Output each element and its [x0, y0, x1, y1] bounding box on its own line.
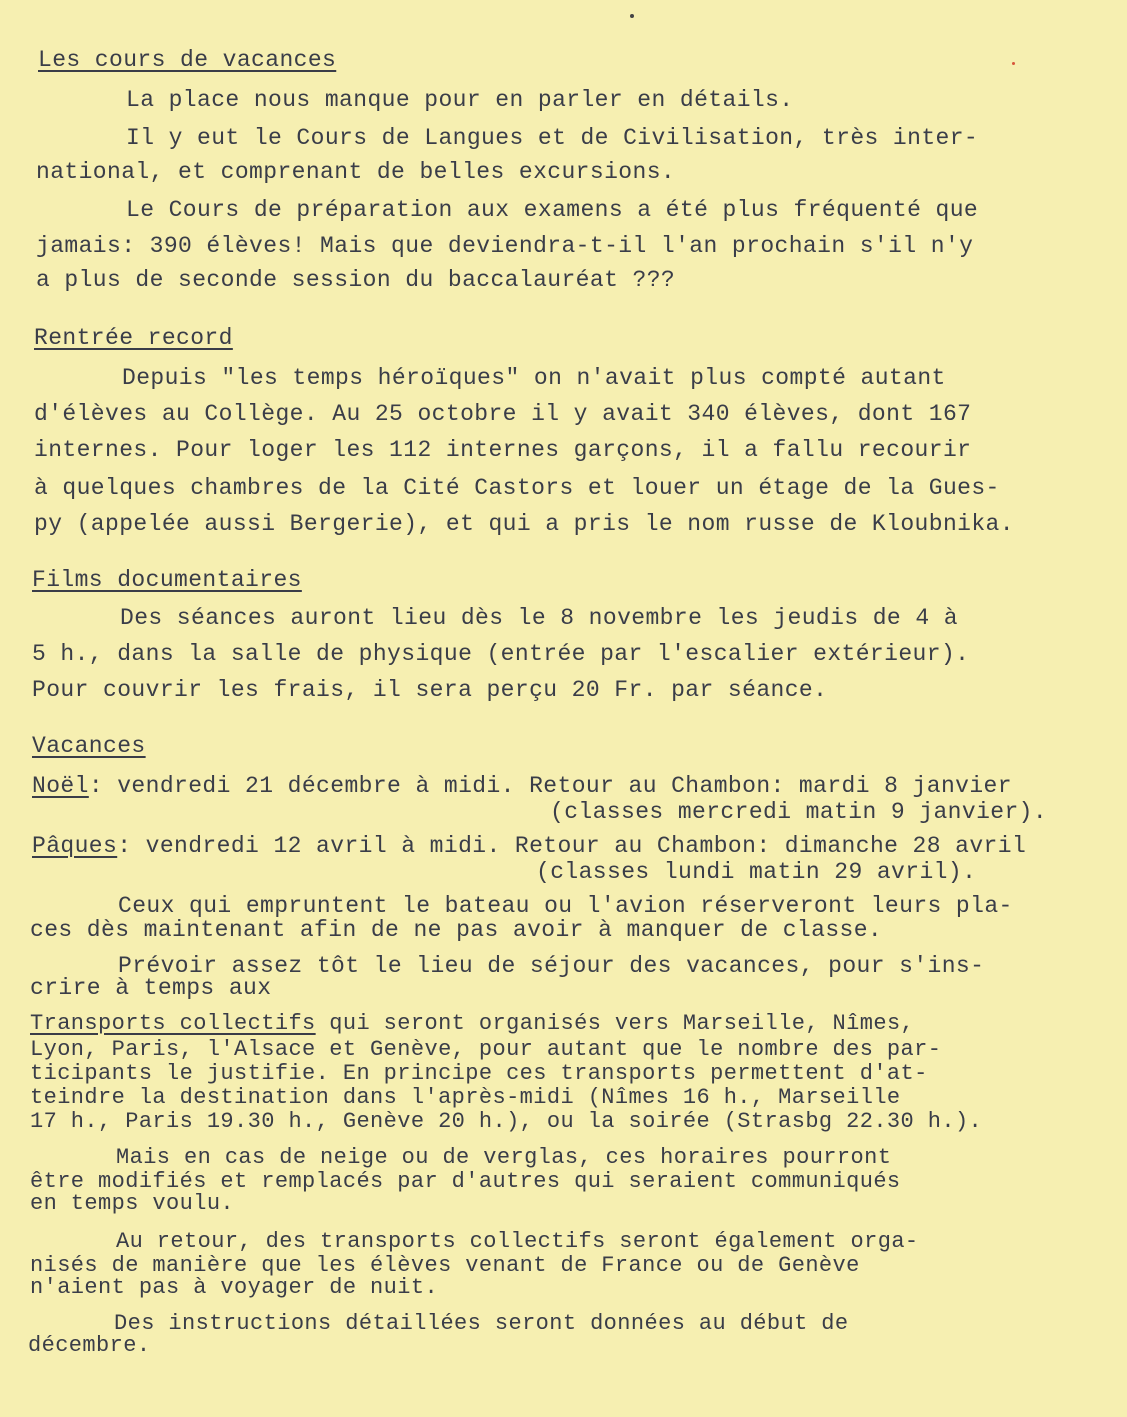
heading-cours-de-vacances: Les cours de vacances [38, 47, 337, 73]
paragraph-line: Prévoir assez tôt le lieu de séjour des vacances, pour s'ins- [118, 953, 985, 979]
paragraph-line: Ceux qui empruntent le bateau ou l'avion réserveront leurs pla- [118, 893, 1013, 919]
paques-label: Pâques [32, 833, 118, 859]
paragraph-line: ticipants le justifie. En principe ces transports permettent d'at- [30, 1061, 928, 1086]
paragraph-line: crire à temps aux [30, 975, 272, 1001]
paragraph-line: Des séances auront lieu dès le 8 novembre les jeudis de 4 à [120, 605, 958, 631]
heading-films-documentaires: Films documentaires [32, 567, 302, 593]
paragraph-line: Des instructions détaillées seront données au début de [114, 1311, 849, 1336]
heading-vacances: Vacances [32, 733, 146, 759]
paragraph-line: Mais en cas de neige ou de verglas, ces horaires pourront [116, 1145, 892, 1170]
paragraph-line: Au retour, des transports collectifs seront également orga- [116, 1229, 919, 1254]
heading-rentree-record: Rentrée record [34, 325, 233, 351]
paragraph-line: Il y eut le Cours de Langues et de Civilisation, très inter- [126, 125, 979, 151]
paragraph-line: teindre la destination dans l'après-midi (Nîmes 16 h., Marseille [30, 1085, 901, 1110]
ink-speck [1012, 62, 1015, 65]
paragraph-line: à quelques chambres de la Cité Castors et louer un étage de la Gues- [34, 475, 1000, 501]
paragraph-line: ces dès maintenant afin de ne pas avoir à manquer de classe. [30, 917, 883, 943]
paragraph-line: a plus de seconde session du baccalauréat ??? [36, 267, 676, 293]
paragraph-line: d'élèves au Collège. Au 25 octobre il y avait 340 élèves, dont 167 [34, 401, 972, 427]
transports-label: Transports collectifs [30, 1011, 316, 1036]
paragraph-line: Lyon, Paris, l'Alsace et Genève, pour autant que le nombre des par- [30, 1037, 942, 1062]
paragraph-line: jamais: 390 élèves! Mais que deviendra-t-il l'an prochain s'il n'y [36, 233, 974, 259]
paques-line [32, 832, 1026, 860]
paques-text: : vendredi 12 avril à midi. Retour au Chambon: dimanche 28 avril [117, 833, 1027, 859]
transports-line [30, 1012, 914, 1036]
paragraph-line: être modifiés et remplacés par d'autres qui seraient communiqués [30, 1169, 901, 1194]
paragraph-line: n'aient pas à voyager de nuit. [30, 1275, 439, 1300]
ink-speck [630, 14, 634, 18]
paragraph-line: py (appelée aussi Bergerie), et qui a pris le nom russe de Kloubnika. [34, 511, 1014, 537]
noel-classes-line: (classes mercredi matin 9 janvier). [550, 799, 1048, 825]
paragraph-line: 5 h., dans la salle de physique (entrée par l'escalier extérieur). [32, 641, 970, 667]
paragraph-line: nisés de manière que les élèves venant de France ou de Genève [30, 1253, 860, 1278]
paragraph-line: 17 h., Paris 19.30 h., Genève 20 h.), ou la soirée (Strasbg 22.30 h.). [30, 1109, 983, 1134]
paragraph-line: internes. Pour loger les 112 internes garçons, il a fallu recourir [34, 437, 972, 463]
paragraph-line: Depuis "les temps héroïques" on n'avait plus compté autant [122, 365, 946, 391]
transports-text: qui seront organisés vers Marseille, Nîmes, [315, 1011, 915, 1036]
paragraph-line: Le Cours de préparation aux examens a été plus fréquenté que [126, 197, 979, 223]
paques-classes-line: (classes lundi matin 29 avril). [536, 859, 977, 885]
noel-line [32, 772, 1012, 800]
paragraph-line: Pour couvrir les frais, il sera perçu 20 Fr. par séance. [32, 677, 828, 703]
paragraph-line: national, et comprenant de belles excursions. [36, 159, 676, 185]
paragraph-line: La place nous manque pour en parler en détails. [126, 87, 794, 113]
noel-text: : vendredi 21 décembre à midi. Retour au Chambon: mardi 8 janvier [88, 773, 1012, 799]
paragraph-line: décembre. [28, 1333, 151, 1358]
paragraph-line: en temps voulu. [30, 1191, 235, 1216]
noel-label: Noël [32, 773, 89, 799]
